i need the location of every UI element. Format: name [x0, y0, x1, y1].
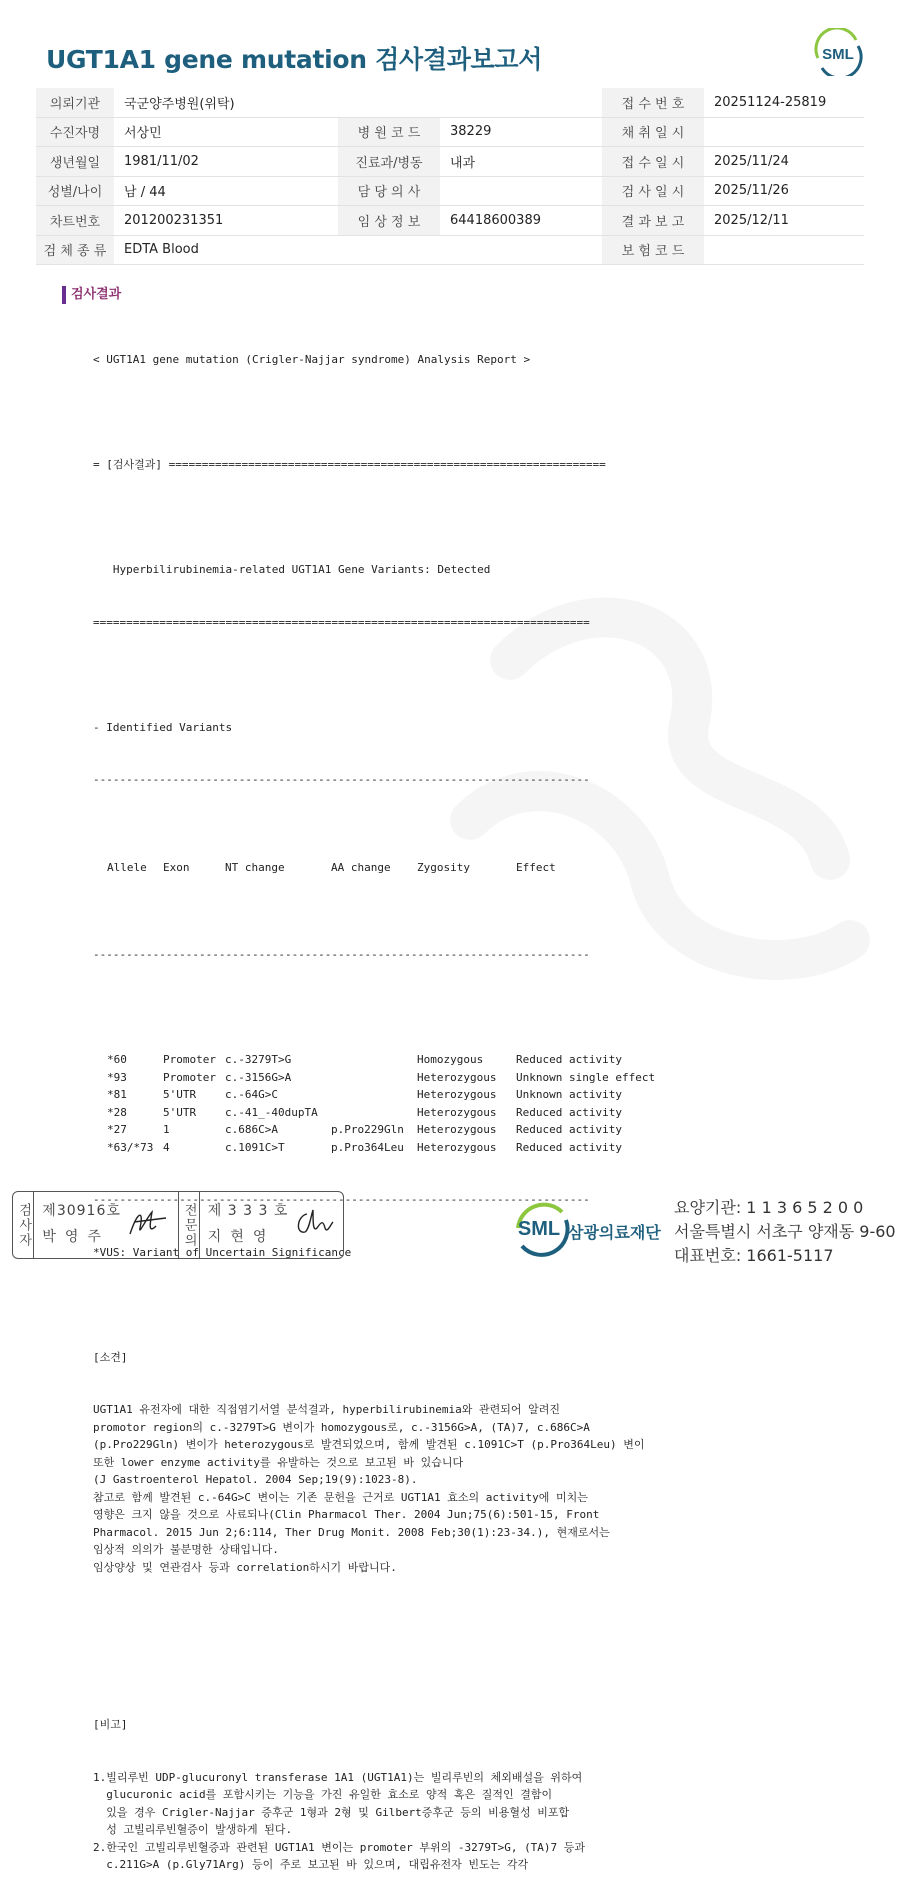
- info-label: 접 수 일 시: [602, 147, 704, 177]
- info-value: [704, 117, 864, 147]
- info-row: [36, 147, 864, 177]
- findings-title: [소견]: [93, 1350, 128, 1364]
- findings-line: 영향은 크지 않을 것으로 사료되나(Clin Pharmacol Ther. 2004 Jun;75(6):501-15, Front: [93, 1508, 600, 1521]
- findings-line: 또한 lower enzyme activity를 유발하는 것으로 보고된 바 있습니다: [93, 1455, 464, 1469]
- section-title: 검사결과: [62, 286, 121, 304]
- info-row: [36, 117, 864, 147]
- info-label: 결 과 보 고: [602, 206, 704, 236]
- patient-info-table: [36, 88, 864, 265]
- variant-cell: c.-3156G>A: [225, 1070, 292, 1084]
- column-header: NT change: [225, 860, 285, 874]
- rule-dash: ---------------------------------------------------------------------------: [93, 948, 590, 961]
- info-label: [338, 88, 440, 117]
- result-bar: = [검사결과] ==================================================================: [93, 458, 606, 471]
- identified-title: - Identified Variants: [93, 720, 233, 734]
- variant-cell: Promoter: [163, 1053, 216, 1066]
- variant-cell: p.Pro364Leu: [331, 1140, 404, 1154]
- signer-label-specialist: 전문의: [179, 1192, 200, 1258]
- findings-line: (p.Pro229Gln) 변이가 heterozygous로 발견되었으며, 함께 발견된 c.1091C>T (p.Pro364Leu) 변이: [93, 1438, 645, 1451]
- column-header: Zygosity: [417, 860, 470, 874]
- variant-row: [107, 1121, 713, 1139]
- info-label: 병 원 코 드: [338, 117, 440, 147]
- variants-table: [107, 1051, 713, 1156]
- info-value: 내과: [440, 147, 602, 177]
- findings-line: promotor region의 c.-3279T>G 변이가 homozygous로, c.-3156G>A, (TA)7, c.686C>A: [93, 1420, 590, 1434]
- variant-row: [107, 1139, 713, 1157]
- svg-text:SML: SML: [517, 1218, 561, 1240]
- remarks-line: 1.빌리루빈 UDP-glucuronyl transferase 1A1 (UGT1A1)는 빌리루빈의 체외배설을 위하여: [93, 1770, 583, 1784]
- signer-specialist: [200, 1192, 343, 1258]
- variant-cell: c.-41_-40dupTA: [225, 1105, 318, 1119]
- variant-cell: Heterozygous: [417, 1105, 497, 1119]
- info-label: 접 수 번 호: [602, 88, 704, 117]
- info-label: 임 상 정 보: [338, 206, 440, 236]
- rule-eq: ===========================================================================: [93, 615, 590, 629]
- variant-cell: p.Pro229Gln: [331, 1123, 404, 1136]
- variant-cell: Promoter: [163, 1070, 216, 1084]
- variant-cell: 1: [163, 1123, 170, 1136]
- findings-line: 참고로 함께 발견된 c.-64G>C 변이는 기존 문헌을 근거로 UGT1A1 효소의 activity에 미치는: [93, 1490, 588, 1504]
- sml-logo: [812, 28, 864, 76]
- findings-line: 임상적 의의가 불분명한 상태입니다.: [93, 1543, 279, 1556]
- variant-cell: Reduced activity: [516, 1140, 622, 1154]
- info-value: 2025/11/26: [704, 176, 864, 206]
- variant-cell: *27: [107, 1123, 127, 1136]
- info-label: 검 체 종 류: [36, 235, 114, 265]
- findings-line: (J Gastroenterol Hepatol. 2004 Sep;19(9):1023-8).: [93, 1473, 418, 1486]
- remarks-line: c.211G>A (p.Gly71Arg) 등이 주로 보고된 바 있으며, 대립유전자 빈도는 각각: [93, 1858, 529, 1871]
- variant-cell: Reduced activity: [516, 1123, 622, 1136]
- variant-cell: Heterozygous: [417, 1140, 497, 1154]
- info-label: 검 사 일 시: [602, 176, 704, 206]
- license-number: 제 3 3 3 호: [207, 1203, 289, 1219]
- findings-line: 임상양상 및 연관검사 등과 correlation하시기 바랍니다.: [93, 1560, 397, 1574]
- info-label: 채 취 일 시: [602, 117, 704, 147]
- remarks-title: [비고]: [93, 1718, 128, 1731]
- variant-cell: *28: [107, 1105, 127, 1119]
- info-value: 서상민: [114, 117, 338, 147]
- variant-row: [107, 1069, 713, 1087]
- rule-dash: ---------------------------------------------------------------------------: [93, 773, 590, 786]
- column-header: Allele: [107, 860, 147, 874]
- variants-header: [107, 824, 713, 912]
- rule-dash: ---------------------------------------------------------------------------: [93, 1193, 590, 1206]
- signature-image: [291, 1206, 335, 1240]
- result-line: Hyperbilirubinemia-related UGT1A1 Gene Variants: Detected: [93, 563, 491, 576]
- findings-text: [93, 1401, 713, 1576]
- info-row: [36, 176, 864, 206]
- variant-cell: c.-3279T>G: [225, 1053, 292, 1066]
- variant-cell: [331, 1086, 417, 1104]
- variant-cell: c.1091C>T: [225, 1140, 285, 1154]
- signature-box: [12, 1191, 344, 1259]
- info-value: [440, 235, 602, 265]
- variant-cell: 5'UTR: [163, 1088, 197, 1101]
- column-header: AA change: [331, 860, 391, 874]
- info-label: 수진자명: [36, 117, 114, 147]
- info-row: [36, 206, 864, 236]
- info-value: 남 / 44: [114, 176, 338, 206]
- variant-cell: Reduced activity: [516, 1053, 622, 1066]
- variant-cell: [331, 1104, 417, 1122]
- svg-text:SML: SML: [822, 46, 854, 63]
- findings-line: Pharmacol. 2015 Jun 2;6:114, Ther Drug Monit. 2008 Feb;30(1):23-34.), 현재로서는: [93, 1525, 610, 1539]
- signer-name: 지현영: [207, 1229, 276, 1245]
- info-row: [36, 88, 864, 117]
- findings-line: UGT1A1 유전자에 대한 직접염기서열 분석결과, hyperbilirubinemia와 관련되어 알려진: [93, 1403, 560, 1416]
- signer-label-tester: 검사자: [13, 1192, 34, 1258]
- remarks-line: glucuronic acid를 포함시키는 기능을 가진 유일한 효소로 양적 혹은 질적인 결함이: [93, 1788, 553, 1801]
- variant-cell: Unknown single effect: [516, 1070, 656, 1084]
- variant-cell: *93: [107, 1070, 127, 1084]
- license-number: 제30916호: [42, 1203, 121, 1219]
- info-label: 의뢰기관: [36, 88, 114, 117]
- info-value: 1981/11/02: [114, 147, 338, 177]
- remarks-text: [93, 1769, 713, 1874]
- variant-row: [107, 1104, 713, 1122]
- variant-cell: c.-64G>C: [225, 1088, 278, 1101]
- report-title: UGT1A1 gene mutation 검사결과보고서: [46, 45, 543, 74]
- info-label: 진료과/병동: [338, 147, 440, 177]
- info-label: [338, 235, 440, 265]
- signer-tester: [34, 1192, 178, 1258]
- variant-cell: Reduced activity: [516, 1105, 622, 1119]
- report-heading: < UGT1A1 gene mutation (Crigler-Najjar syndrome) Analysis Report >: [93, 353, 531, 366]
- info-value: 2025/11/24: [704, 147, 864, 177]
- variant-cell: Heterozygous: [417, 1123, 497, 1136]
- info-value: [440, 176, 602, 206]
- variant-cell: [331, 1069, 417, 1087]
- info-value: 20251124-25819: [704, 88, 864, 117]
- variant-cell: c.686C>A: [225, 1123, 278, 1136]
- org-name: 삼광의료재단: [568, 1223, 661, 1242]
- institution-code: 요양기관: 1 1 3 6 5 2 0 0: [674, 1198, 864, 1217]
- info-label: 담 당 의 사: [338, 176, 440, 206]
- column-header: Effect: [516, 860, 556, 874]
- remarks-line: 2.한국인 고빌리루빈혈증과 관련된 UGT1A1 변이는 promoter 부위의 -3279T>G, (TA)7 등과: [93, 1840, 586, 1854]
- variant-row: [107, 1086, 713, 1104]
- info-label: 생년월일: [36, 147, 114, 177]
- variant-cell: *81: [107, 1088, 127, 1101]
- variant-cell: 5'UTR: [163, 1105, 197, 1119]
- variant-cell: [331, 1051, 417, 1069]
- footer-info: [674, 1196, 896, 1268]
- info-value: 201200231351: [114, 206, 338, 236]
- signature-image: [126, 1206, 170, 1240]
- info-value: 국군양주병원(위탁): [114, 88, 338, 117]
- variant-cell: Heterozygous: [417, 1088, 497, 1101]
- variant-cell: *63/*73: [107, 1140, 154, 1154]
- remarks-line: 있을 경우 Crigler-Najjar 증후군 1형과 2형 및 Gilbert증후군 등의 비용혈성 비포합: [93, 1805, 570, 1819]
- variant-cell: Heterozygous: [417, 1070, 497, 1084]
- report-body: [93, 316, 713, 1891]
- info-value: 38229: [440, 117, 602, 147]
- variant-cell: Unknown activity: [516, 1088, 622, 1101]
- remarks-line: 성 고빌리루빈혈증이 발생하게 된다.: [93, 1823, 293, 1836]
- info-value: EDTA Blood: [114, 235, 338, 265]
- phone: 대표번호: 1661-5117: [674, 1246, 834, 1265]
- info-label: 보 험 코 드: [602, 235, 704, 265]
- variant-cell: *60: [107, 1053, 127, 1066]
- info-value: 2025/12/11: [704, 206, 864, 236]
- variant-cell: 4: [163, 1140, 170, 1154]
- vus-note: *VUS: Variant of Uncertain Significance: [93, 1245, 352, 1259]
- column-header: Exon: [163, 860, 190, 874]
- info-row: [36, 235, 864, 265]
- info-label: 차트번호: [36, 206, 114, 236]
- info-value: [440, 88, 602, 117]
- signer-name: 박영주: [42, 1229, 110, 1245]
- info-value: 64418600389: [440, 206, 602, 236]
- variant-cell: Homozygous: [417, 1053, 484, 1066]
- info-value: [704, 235, 864, 265]
- info-label: 성별/나이: [36, 176, 114, 206]
- address: 서울특별시 서초구 양재동 9-60: [674, 1222, 896, 1241]
- variant-row: [107, 1051, 713, 1069]
